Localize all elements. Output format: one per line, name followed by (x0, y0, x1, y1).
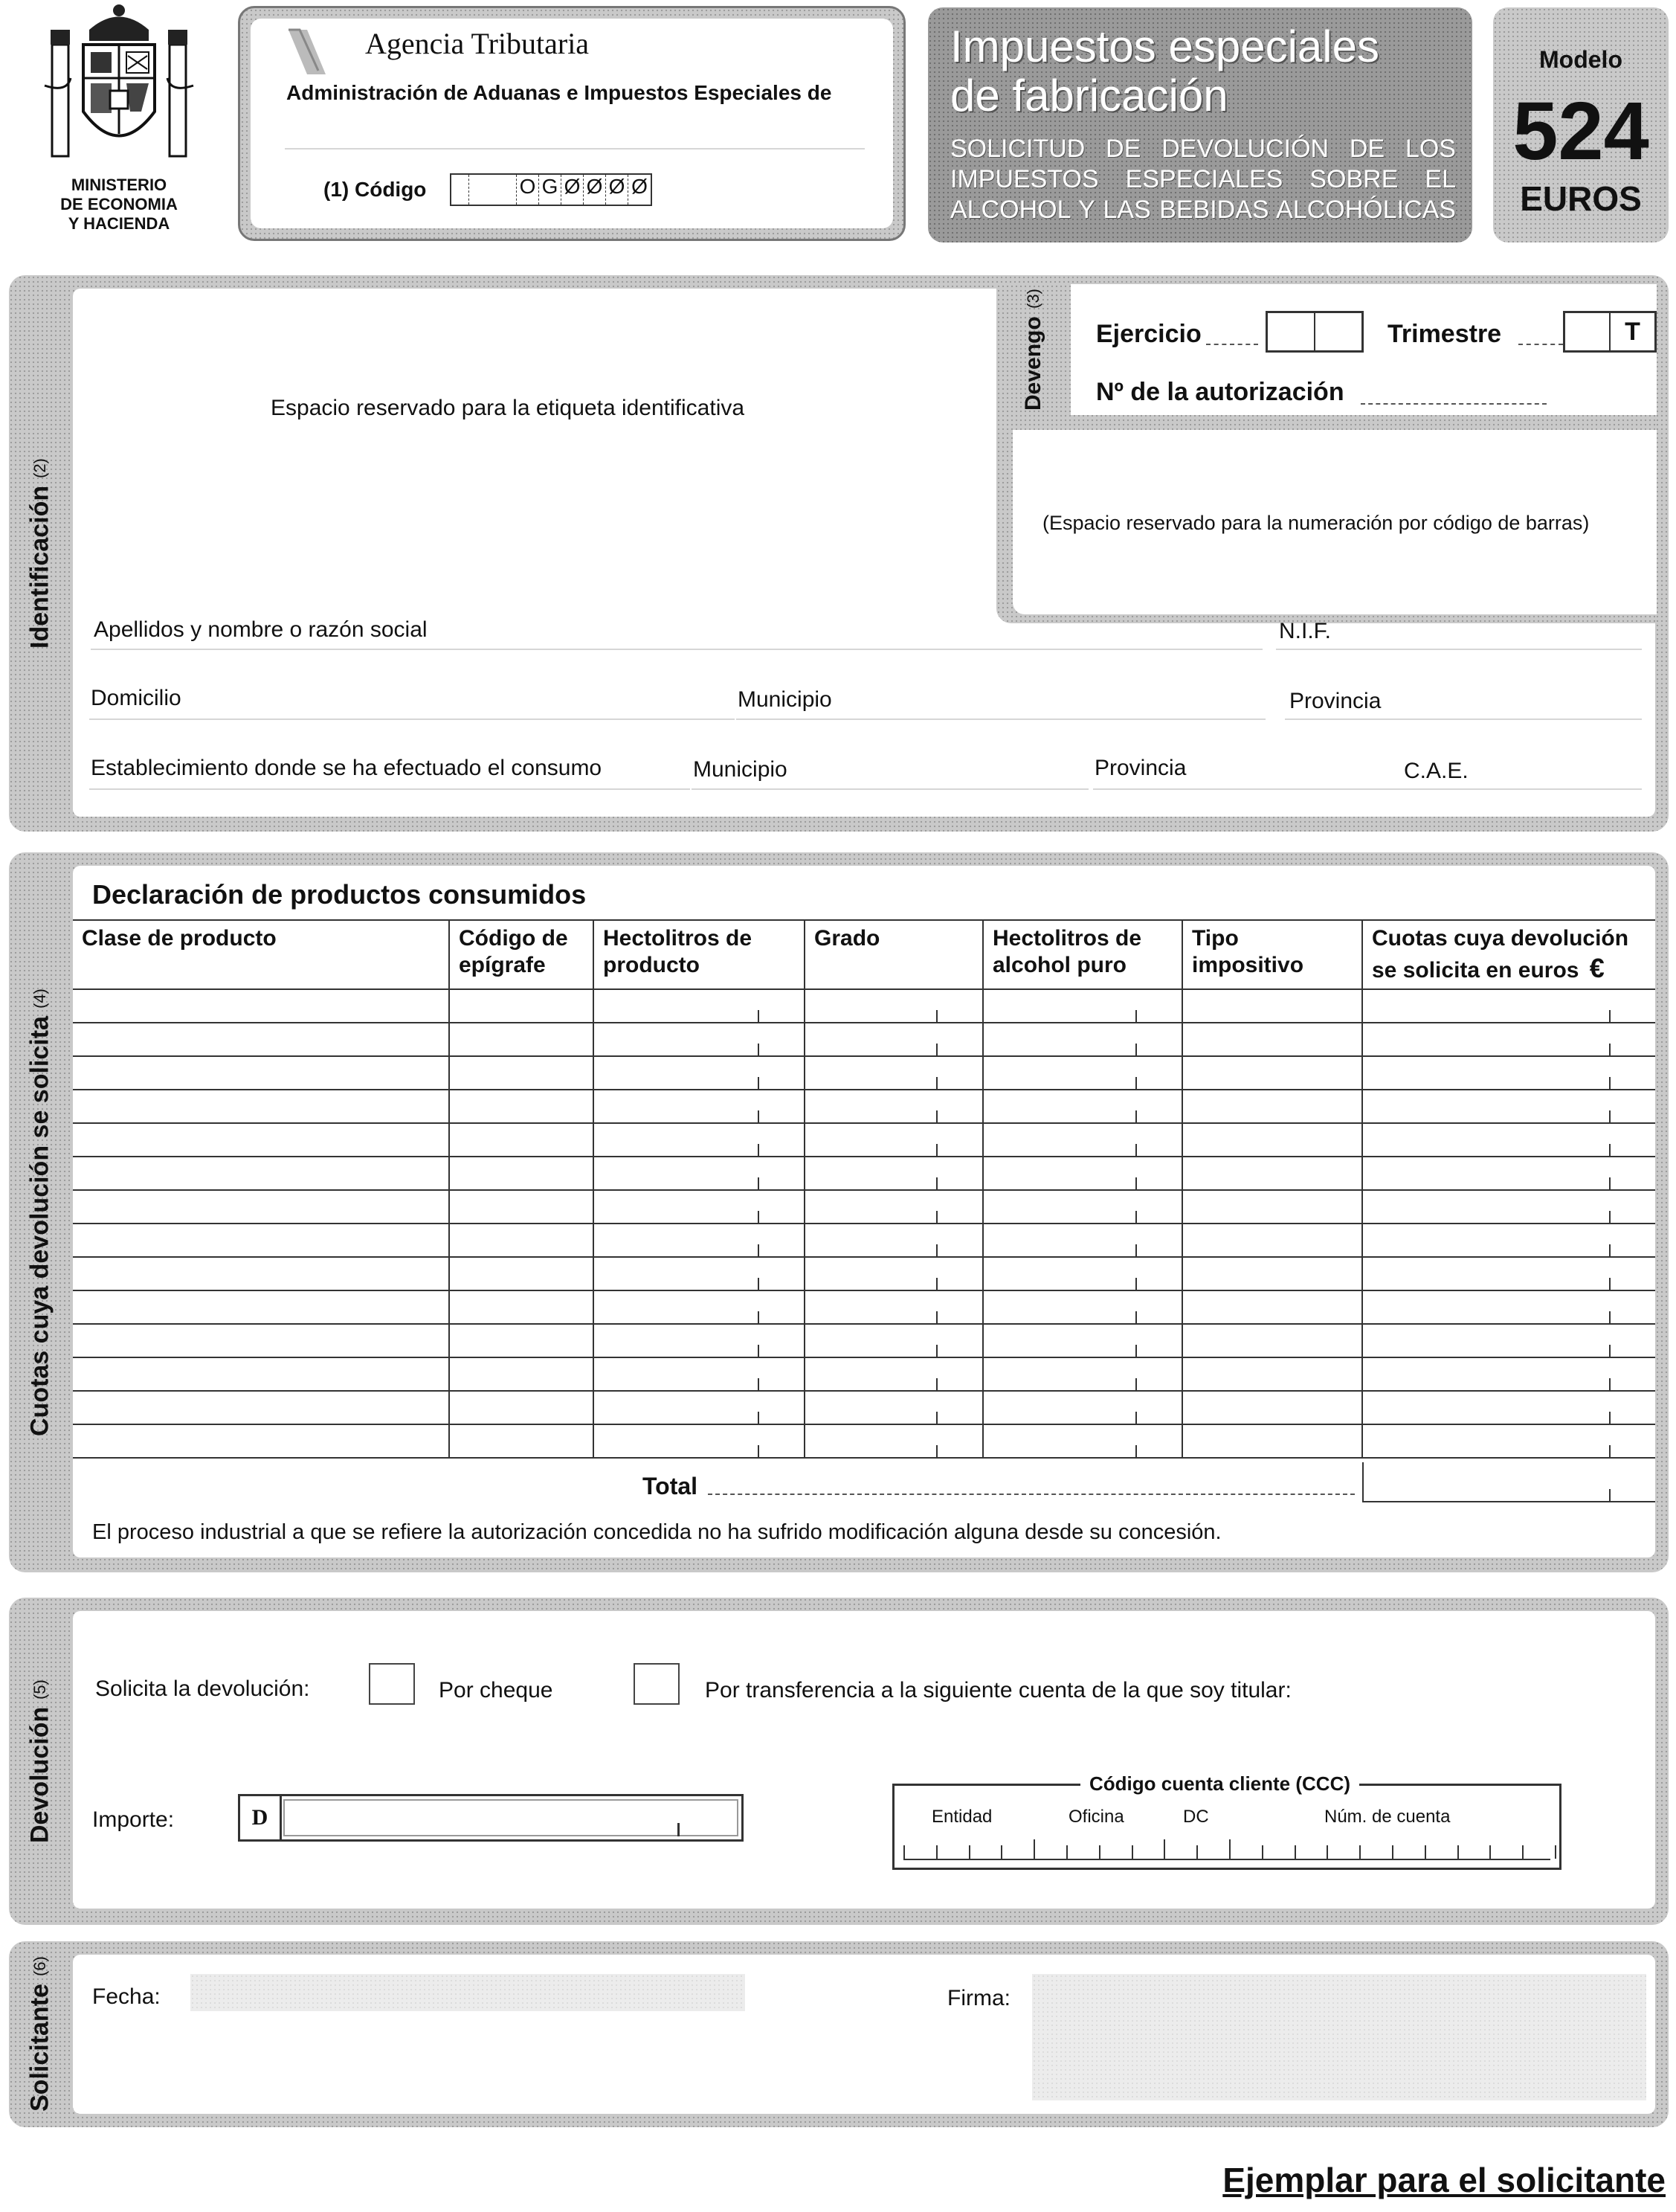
cheque-label: Por cheque (439, 1678, 553, 1703)
declaracion-cell[interactable] (983, 1056, 1182, 1090)
declaracion-row (73, 1157, 1655, 1190)
ccc-digit-tick (1034, 1839, 1035, 1859)
form-subtitle-line: ALCOHOL Y LAS BEBIDAS ALCOHÓLICAS (950, 195, 1456, 224)
codigo-cell[interactable]: G (539, 175, 561, 205)
ccc-digit-tick (1392, 1845, 1393, 1859)
declaracion-cell[interactable] (73, 1324, 449, 1357)
apellidos-label: Apellidos y nombre o razón social (94, 617, 428, 642)
form-subtitle-line: IMPUESTOS ESPECIALES SOBRE EL (950, 164, 1456, 193)
declaracion-cell[interactable] (1182, 1391, 1362, 1424)
ccc-oficina-label: Oficina (1069, 1807, 1124, 1827)
nif-field[interactable] (1276, 647, 1642, 650)
col-clase-producto: Clase de producto (73, 920, 449, 989)
form-subtitle (950, 134, 1456, 225)
declaracion-cell[interactable] (593, 1023, 805, 1056)
codigo-cell[interactable] (451, 175, 469, 205)
agency-name: Agencia Tributaria (365, 27, 590, 60)
col-codigo-epigrafe: Código de epígrafe (449, 920, 593, 989)
ccc-cuenta-label: Núm. de cuenta (1324, 1807, 1451, 1827)
importe-prefix: D (240, 1796, 282, 1839)
codigo-cells[interactable] (450, 173, 652, 206)
ccc-digit-tick (1164, 1839, 1165, 1859)
codigo-cell[interactable]: Ø (606, 175, 628, 205)
declaracion-row (73, 1257, 1655, 1290)
declaracion-cell[interactable] (593, 1391, 805, 1424)
ccc-digits-input[interactable] (903, 1841, 1550, 1860)
nif-label: N.I.F. (1279, 619, 1332, 643)
declaracion-cell[interactable] (1182, 1290, 1362, 1324)
ccc-title: Código cuenta cliente (CCC) (1080, 1772, 1359, 1795)
declaracion-cell[interactable] (73, 1391, 449, 1424)
provincia2-label: Provincia (1095, 756, 1187, 780)
declaracion-cell[interactable] (593, 1257, 805, 1290)
copy-label: Ejemplar para el solicitante (1222, 2161, 1666, 2199)
declaracion-row (73, 1023, 1655, 1056)
declaracion-cell[interactable] (73, 1123, 449, 1157)
col-hectolitros-producto: Hectolitros de producto (593, 920, 805, 989)
declaracion-cell[interactable] (1182, 1324, 1362, 1357)
provincia2-field[interactable] (1093, 787, 1408, 790)
declaracion-cell[interactable] (73, 1190, 449, 1224)
solicitante-number: (6) (30, 1956, 49, 1977)
ccc-digit-tick (1001, 1845, 1002, 1859)
declaracion-cell[interactable] (983, 1391, 1182, 1424)
declaracion-cell[interactable] (73, 1424, 449, 1458)
devengo-box (996, 284, 1657, 623)
declaracion-cell[interactable] (449, 1391, 593, 1424)
declaracion-cell[interactable] (449, 1157, 593, 1190)
ccc-digit-tick (1457, 1845, 1459, 1859)
declaracion-cell[interactable] (73, 1090, 449, 1123)
declaracion-cell[interactable] (1362, 1357, 1655, 1391)
declaracion-cell[interactable] (805, 1357, 983, 1391)
declaracion-row (73, 989, 1655, 1023)
codigo-cell[interactable]: Ø (561, 175, 584, 205)
declaracion-row (73, 1357, 1655, 1391)
cheque-checkbox[interactable] (369, 1663, 415, 1705)
apellidos-field[interactable] (91, 647, 1263, 650)
declaracion-cell[interactable] (983, 1123, 1182, 1157)
declaracion-cell[interactable] (449, 1123, 593, 1157)
ccc-digit-tick (1229, 1839, 1231, 1859)
euro-symbol: € (1589, 953, 1605, 983)
total-input[interactable] (1362, 1462, 1655, 1502)
col-cuotas-euros-label: Cuotas cuya devolución se solicita en euros (1372, 926, 1629, 983)
ccc-digit-tick (1066, 1845, 1068, 1859)
declaracion-title: Declaración de productos consumidos (92, 879, 587, 910)
declaracion-cell[interactable] (1182, 1090, 1362, 1123)
ccc-digit-tick (1425, 1845, 1426, 1859)
declaracion-cell[interactable] (805, 1123, 983, 1157)
declaracion-cell[interactable] (983, 1157, 1182, 1190)
devengo-number: (3) (1024, 289, 1042, 309)
ministry-name (30, 176, 208, 234)
trimestre-input[interactable] (1563, 311, 1657, 353)
declaracion-cell[interactable] (73, 1357, 449, 1391)
declaracion-cell[interactable] (593, 1357, 805, 1391)
ccc-digit-tick (1555, 1845, 1556, 1859)
declaracion-cell[interactable] (805, 989, 983, 1023)
codigo-label: (1) Código (323, 178, 427, 201)
col-grado: Grado (805, 920, 983, 989)
ccc-digit-tick (969, 1845, 970, 1859)
declaracion-cell[interactable] (1182, 1023, 1362, 1056)
declaracion-cell[interactable] (449, 1090, 593, 1123)
declaracion-cell[interactable] (1362, 1257, 1655, 1290)
declaracion-cell[interactable] (449, 1190, 593, 1224)
declaracion-cell[interactable] (73, 1257, 449, 1290)
declaracion-cell[interactable] (73, 1056, 449, 1090)
devengo-title: Devengo (1021, 316, 1045, 411)
declaracion-cell[interactable] (593, 1056, 805, 1090)
declaracion-cell[interactable] (449, 989, 593, 1023)
declaracion-rows (73, 989, 1655, 1458)
fecha-label: Fecha: (92, 1984, 161, 2009)
declaracion-cell[interactable] (1362, 1123, 1655, 1157)
domicilio-field[interactable] (89, 717, 735, 720)
form-title-box (928, 7, 1472, 242)
declaracion-cell[interactable] (593, 1157, 805, 1190)
provincia-field[interactable] (1285, 717, 1642, 720)
declaracion-cell[interactable] (1362, 1023, 1655, 1056)
firma-area[interactable] (1032, 1974, 1646, 2100)
trimestre-label: Trimestre (1387, 320, 1502, 348)
ministry-line-2: DE ECONOMIA (60, 194, 178, 213)
ccc-digit-tick (1489, 1845, 1491, 1859)
ejercicio-label: Ejercicio (1096, 320, 1202, 348)
declaracion-cell[interactable] (449, 1357, 593, 1391)
col-hectolitros-alcohol: Hectolitros de alcohol puro (983, 920, 1182, 989)
identificacion-side-label (9, 275, 71, 832)
declaracion-cell[interactable] (449, 1324, 593, 1357)
autorizacion-input[interactable] (1361, 403, 1547, 405)
declaracion-cell[interactable] (1362, 1391, 1655, 1424)
municipio-field[interactable] (736, 717, 1266, 720)
declaracion-cell[interactable] (983, 1324, 1182, 1357)
declaracion-cell[interactable] (593, 1190, 805, 1224)
declaracion-cell[interactable] (983, 1224, 1182, 1257)
devolucion-side-label (9, 1598, 71, 1925)
declaracion-cell[interactable] (983, 1357, 1182, 1391)
declaracion-row (73, 1424, 1655, 1458)
declaracion-row (73, 1090, 1655, 1123)
col-cuotas-euros (1362, 920, 1655, 989)
declaracion-cell[interactable] (593, 1324, 805, 1357)
establecimiento-label: Establecimiento donde se ha efectuado el consumo (91, 756, 602, 780)
municipio2-field[interactable] (692, 787, 1089, 790)
cuotas-title: Cuotas cuya devolución se solicita (25, 1015, 54, 1436)
declaracion-cell[interactable] (1362, 1190, 1655, 1224)
declaracion-row (73, 1290, 1655, 1324)
declaracion-cell[interactable] (1182, 989, 1362, 1023)
modelo-label: Modelo (1539, 46, 1622, 73)
declaracion-cell[interactable] (1182, 1157, 1362, 1190)
declaracion-row (73, 1123, 1655, 1157)
declaracion-cell[interactable] (805, 1290, 983, 1324)
declaracion-cell[interactable] (805, 1023, 983, 1056)
ccc-digit-tick (1132, 1845, 1133, 1859)
declaracion-row (73, 1224, 1655, 1257)
ccc-digit-tick (936, 1845, 938, 1859)
declaracion-cell[interactable] (449, 1056, 593, 1090)
declaracion-cell[interactable] (1362, 1157, 1655, 1190)
ccc-dc-label: DC (1183, 1807, 1209, 1827)
barcode-space (1013, 430, 1657, 614)
solicitante-section (9, 1941, 1669, 2127)
declaracion-cell[interactable] (73, 1290, 449, 1324)
declaracion-cell[interactable] (805, 1190, 983, 1224)
declaracion-cell[interactable] (983, 989, 1182, 1023)
form-subtitle-line: SOLICITUD DE DEVOLUCIÓN DE LOS (950, 135, 1456, 163)
identificacion-section (9, 275, 1669, 832)
form-title-line-1: Impuestos especiales (950, 22, 1379, 71)
ministry-line-1: MINISTERIO (71, 176, 167, 194)
fecha-input[interactable] (190, 1974, 745, 2011)
declaracion-cell[interactable] (805, 1391, 983, 1424)
declaracion-cell[interactable] (593, 1090, 805, 1123)
ccc-box (892, 1772, 1561, 1870)
ccc-digit-tick (1262, 1845, 1263, 1859)
declaracion-cell[interactable] (805, 1257, 983, 1290)
declaracion-cell[interactable] (983, 1090, 1182, 1123)
col-tipo-impositivo: Tipo impositivo (1182, 920, 1362, 989)
devengo-side-label (996, 284, 1071, 415)
declaracion-cell[interactable] (1362, 1056, 1655, 1090)
currency-label: EUROS (1520, 179, 1642, 218)
modelo-box (1493, 7, 1669, 242)
ccc-digit-tick (1522, 1845, 1524, 1859)
ccc-digit-tick (903, 1845, 905, 1859)
transferencia-label: Por transferencia a la siguiente cuenta de la que soy titular: (705, 1678, 1292, 1703)
label-space: Espacio reservado para la etiqueta identificativa (271, 396, 745, 420)
declaracion-cell[interactable] (1182, 1424, 1362, 1458)
devolucion-number: (5) (30, 1679, 49, 1700)
autorizacion-label: Nº de la autorización (1096, 378, 1344, 406)
importe-input[interactable] (238, 1794, 744, 1842)
declaracion-cell[interactable] (1362, 1424, 1655, 1458)
ministry-line-3: Y HACIENDA (68, 213, 170, 233)
municipio2-label: Municipio (693, 757, 787, 782)
declaracion-cell[interactable] (73, 1157, 449, 1190)
ccc-digit-tick (1196, 1845, 1198, 1859)
declaracion-cell[interactable] (449, 1224, 593, 1257)
ccc-entidad-label: Entidad (932, 1807, 993, 1827)
declaracion-cell[interactable] (593, 1224, 805, 1257)
declaracion-cell[interactable] (983, 1190, 1182, 1224)
codigo-cell[interactable]: Ø (584, 175, 606, 205)
declaracion-cell[interactable] (593, 1424, 805, 1458)
importe-label: Importe: (92, 1807, 175, 1832)
domicilio-label: Domicilio (91, 686, 181, 710)
devolucion-section (9, 1598, 1669, 1925)
municipio-label: Municipio (738, 687, 832, 712)
ccc-digit-tick (1327, 1845, 1328, 1859)
declaracion-cell[interactable] (1182, 1123, 1362, 1157)
cuotas-side-label (9, 852, 71, 1572)
declaracion-cell[interactable] (983, 1424, 1182, 1458)
trimestre-suffix: T (1625, 318, 1640, 346)
declaracion-cell[interactable] (983, 1290, 1182, 1324)
declaracion-cell[interactable] (805, 1424, 983, 1458)
ejercicio-input[interactable] (1266, 311, 1364, 353)
codigo-cell[interactable] (469, 175, 517, 205)
declaracion-cell[interactable] (1182, 1056, 1362, 1090)
solicitante-side-label (9, 1941, 71, 2127)
declaracion-row (73, 1190, 1655, 1224)
declaracion-row (73, 1391, 1655, 1424)
agency-logo-icon (285, 26, 329, 78)
declaracion-cell[interactable] (449, 1424, 593, 1458)
declaracion-cell[interactable] (805, 1224, 983, 1257)
declaracion-table (73, 919, 1655, 1459)
declaracion-cell[interactable] (449, 1023, 593, 1056)
firma-label: Firma: (947, 1986, 1011, 2010)
form-title-line-2: de fabricación (950, 71, 1228, 120)
modelo-number: 524 (1512, 86, 1649, 177)
transferencia-checkbox[interactable] (634, 1663, 680, 1705)
declaracion-cell[interactable] (1182, 1190, 1362, 1224)
declaracion-cell[interactable] (805, 1157, 983, 1190)
declaracion-cell[interactable] (73, 1224, 449, 1257)
declaracion-cell[interactable] (983, 1023, 1182, 1056)
cuotas-number: (4) (30, 988, 49, 1009)
agency-box (238, 6, 906, 241)
declaracion-cell[interactable] (1362, 989, 1655, 1023)
ccc-digit-tick (1359, 1845, 1361, 1859)
declaracion-row (73, 1324, 1655, 1357)
establecimiento-field[interactable] (89, 787, 690, 790)
declaracion-cell[interactable] (983, 1257, 1182, 1290)
declaracion-cell[interactable] (1182, 1224, 1362, 1257)
cae-label: C.A.E. (1404, 759, 1469, 783)
declaracion-note: El proceso industrial a que se refiere la autorización concedida no ha sufrido modificación alguna desde su concesión. (92, 1520, 1222, 1544)
ccc-digit-tick (1099, 1845, 1100, 1859)
declaracion-cell[interactable] (1362, 1090, 1655, 1123)
declaracion-cell[interactable] (1182, 1357, 1362, 1391)
total-label: Total (642, 1473, 698, 1499)
declaracion-cell[interactable] (805, 1090, 983, 1123)
declaracion-cell[interactable] (1362, 1324, 1655, 1357)
codigo-cell[interactable]: Ø (631, 175, 648, 198)
solicitante-title: Solicitante (25, 1984, 54, 2112)
agency-department: Administración de Aduanas e Impuestos Especiales de (286, 81, 832, 104)
declaracion-row (73, 1056, 1655, 1090)
declaracion-cell[interactable] (1182, 1257, 1362, 1290)
declaracion-cell[interactable] (805, 1324, 983, 1357)
devolucion-title: Devolución (25, 1706, 54, 1844)
declaracion-cell[interactable] (449, 1257, 593, 1290)
provincia-label: Provincia (1289, 689, 1382, 713)
coat-of-arms-logo (37, 0, 201, 171)
barcode-space-label: (Espacio reservado para la numeración por código de barras) (1042, 512, 1590, 534)
declaracion-cell[interactable] (73, 1023, 449, 1056)
declaracion-cell[interactable] (593, 1290, 805, 1324)
identificacion-title: Identificación (25, 485, 54, 649)
declaracion-cell[interactable] (593, 989, 805, 1023)
declaracion-cell[interactable] (1362, 1290, 1655, 1324)
declaracion-cell[interactable] (593, 1123, 805, 1157)
declaracion-cell[interactable] (805, 1056, 983, 1090)
declaracion-cell[interactable] (73, 989, 449, 1023)
ccc-digit-tick (1295, 1845, 1296, 1859)
cuotas-section (9, 852, 1669, 1572)
declaracion-cell[interactable] (449, 1290, 593, 1324)
identificacion-number: (2) (30, 457, 49, 478)
codigo-cell[interactable]: O (517, 175, 539, 205)
cae-field[interactable] (1402, 787, 1642, 790)
solicita-label: Solicita la devolución: (95, 1676, 310, 1701)
declaracion-cell[interactable] (1362, 1224, 1655, 1257)
